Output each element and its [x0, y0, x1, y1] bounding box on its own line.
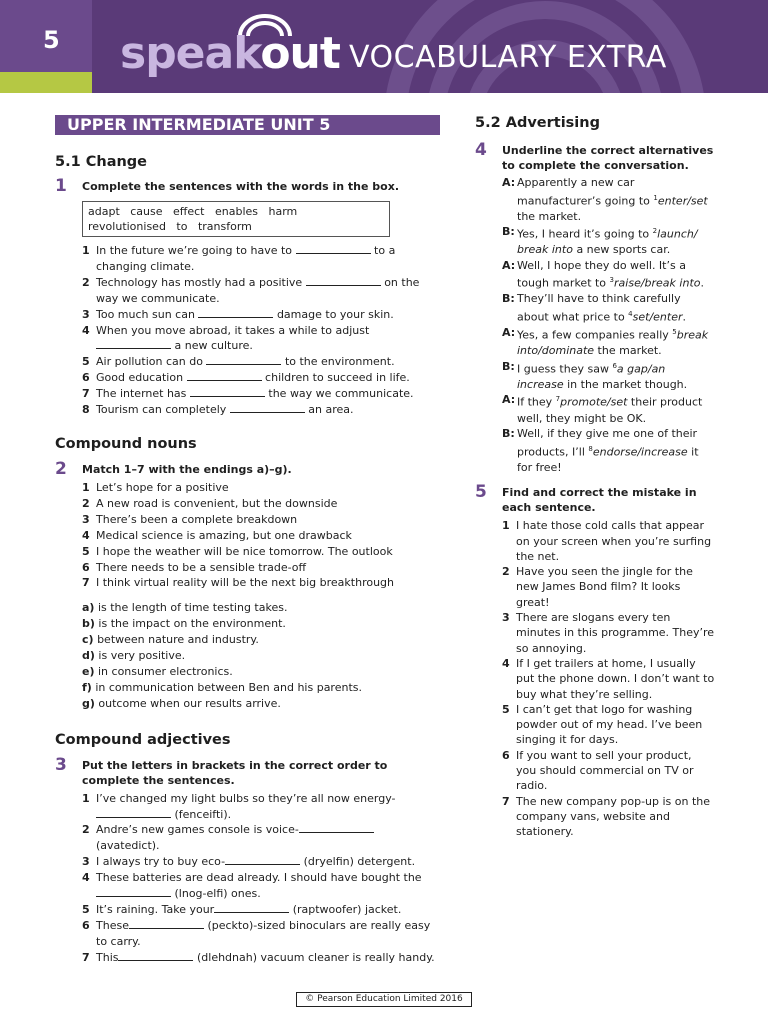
- left-column: [55, 115, 440, 966]
- item-number: 1: [502, 519, 510, 533]
- item-text-after: (avatedict).: [96, 839, 160, 853]
- unit-heading: UPPER INTERMEDIATE UNIT 5: [55, 115, 440, 135]
- answer-blank[interactable]: [96, 338, 171, 349]
- exercise-item: [82, 402, 440, 418]
- conversation-line: [502, 175, 715, 224]
- unit-number: 5: [43, 26, 60, 54]
- line-text-before: Well, if they give me one of their products, I’ll: [517, 427, 698, 459]
- ending-text: is the length of time testing takes.: [97, 601, 288, 615]
- exercise-item: [82, 370, 440, 386]
- speaker-label: B:: [502, 359, 515, 373]
- item-number: 6: [502, 748, 510, 762]
- exercise-item: [82, 870, 440, 902]
- item-text: There’s been a complete breakdown: [96, 512, 298, 526]
- line-text-before: I guess they saw: [517, 362, 613, 376]
- exercise-instruction: Underline the correct alternatives to complete the conversation.: [502, 144, 714, 172]
- item-text-after: (lnog-elfi) ones.: [174, 887, 261, 901]
- item-text: I can’t get that logo for washing powder out of my head. I’ve been singing it for days.: [516, 702, 703, 747]
- gap-number: 5: [672, 328, 677, 337]
- ending-item: [82, 632, 440, 648]
- conversation-line: [502, 291, 715, 325]
- line-text-after: their product well, they might be OK.: [517, 396, 703, 425]
- gap-number: 1: [653, 193, 658, 202]
- answer-blank[interactable]: [187, 370, 262, 381]
- exercise-number: 4: [475, 140, 487, 160]
- ending-item: [82, 696, 440, 712]
- item-number: 1: [82, 244, 90, 257]
- exercise-item: [82, 950, 440, 966]
- exercise-item: [82, 560, 440, 576]
- exercise-number: 2: [55, 458, 67, 479]
- ending-item: [82, 680, 440, 696]
- ending-letter: c): [82, 633, 94, 647]
- item-text-before: I always try to buy eco-: [96, 855, 226, 869]
- item-text-before: These batteries are dead already. I should have bought the: [96, 871, 422, 885]
- answer-blank[interactable]: [225, 854, 300, 865]
- alternatives[interactable]: set/enter: [632, 310, 683, 324]
- exercise-item: [502, 656, 715, 702]
- exercise-item: [82, 386, 440, 402]
- item-text-before: The internet has: [96, 387, 187, 401]
- item-number: 5: [82, 903, 90, 916]
- item-text-after: (dlehdnah) vacuum cleaner is really handy.: [196, 950, 435, 964]
- exercise-item: [502, 702, 715, 748]
- exercise-3: [55, 754, 440, 966]
- page-header: [0, 0, 768, 93]
- item-text-after: an area.: [308, 403, 354, 417]
- line-text-before: If they: [517, 396, 556, 410]
- exercise-item: [82, 496, 440, 512]
- item-text-before: This: [96, 950, 119, 964]
- item-text: Let’s hope for a positive: [96, 480, 229, 494]
- answer-blank[interactable]: [214, 902, 289, 913]
- alternatives[interactable]: promote/set: [560, 396, 628, 410]
- line-text-before: Yes, a few companies really: [517, 328, 673, 342]
- exercise-instruction: Put the letters in brackets in the correct order to complete the sentences.: [82, 758, 388, 787]
- item-number: 2: [82, 275, 90, 289]
- answer-blank[interactable]: [118, 950, 193, 961]
- item-text-before: In the future we’re going to have to: [96, 244, 293, 257]
- speaker-label: A:: [502, 326, 516, 340]
- exercise-1: [55, 176, 440, 418]
- exercise-items: [502, 518, 715, 839]
- item-number: 3: [82, 512, 90, 526]
- item-text-after: a new culture.: [174, 339, 253, 353]
- gap-number: 6: [612, 361, 617, 370]
- line-text-after: in the market though.: [563, 377, 688, 391]
- answer-blank[interactable]: [306, 275, 381, 286]
- logo-out: out: [260, 28, 340, 79]
- item-text-before: Air pollution can do: [96, 355, 203, 369]
- exercise-item: [82, 544, 440, 560]
- item-number: 2: [82, 823, 90, 837]
- exercise-endings: [82, 600, 440, 711]
- item-text-after: to the environment.: [284, 355, 395, 369]
- line-text-after: .: [700, 276, 704, 290]
- ending-item: [82, 600, 440, 616]
- exercise-items: [82, 791, 440, 966]
- ending-letter: e): [82, 664, 95, 678]
- answer-blank[interactable]: [96, 886, 171, 897]
- item-text-after: on the way we communicate.: [96, 275, 420, 305]
- conversation-line: [502, 392, 715, 426]
- item-number: 8: [82, 403, 90, 417]
- line-text-before: Yes, I heard it’s going to: [517, 227, 653, 241]
- gap-number: 8: [588, 444, 593, 453]
- ending-letter: b): [82, 617, 95, 631]
- section-5-1-title: 5.1 Change: [55, 154, 148, 170]
- exercise-items: [82, 480, 440, 591]
- exercise-item: [82, 354, 440, 370]
- gap-number: 2: [652, 227, 658, 236]
- item-number: 5: [82, 355, 90, 369]
- item-text: Medical science is amazing, but one drawback: [96, 528, 352, 542]
- line-text-after: the market.: [517, 209, 582, 223]
- line-text-before: Well, I hope they do well. It’s a tough market to: [517, 258, 686, 290]
- line-text-after: the market.: [594, 344, 662, 358]
- ending-item: [82, 648, 440, 664]
- item-text-before: Andre’s new games console is voice-: [96, 823, 299, 837]
- exercise-item: [502, 794, 715, 840]
- accent-strip: [0, 72, 92, 93]
- item-text-before: When you move abroad, it takes a while to adjust: [96, 323, 370, 337]
- exercise-item: [502, 748, 715, 794]
- speaker-label: B:: [502, 225, 515, 239]
- exercise-item: [82, 480, 440, 496]
- item-number: 7: [82, 387, 90, 401]
- item-text-before: These: [96, 918, 129, 932]
- item-text-after: (dryelfin) detergent.: [303, 855, 416, 869]
- item-text-before: Good education: [96, 371, 184, 385]
- item-number: 2: [502, 565, 510, 579]
- line-text-before: They’ll have to think carefully about what price to: [517, 292, 681, 324]
- line-text-after: .: [682, 310, 687, 324]
- ending-letter: d): [82, 649, 95, 663]
- ending-letter: f): [82, 680, 92, 694]
- ending-text: is very positive.: [98, 649, 186, 663]
- exercise-instruction: Match 1–7 with the endings a)–g).: [82, 462, 292, 476]
- item-number: 1: [82, 480, 90, 494]
- item-text: There needs to be a sensible trade-off: [96, 560, 307, 574]
- gap-number: 4: [628, 309, 633, 318]
- item-number: 7: [502, 794, 510, 808]
- conversation-line: [502, 258, 715, 292]
- exercise-item: [82, 902, 440, 918]
- item-text-after: (fenceifti).: [174, 807, 232, 821]
- item-text: I hope the weather will be nice tomorrow. The outlook: [96, 544, 393, 558]
- item-number: 4: [502, 656, 510, 670]
- item-text-before: I’ve changed my light bulbs so they’re all now energy-: [96, 791, 396, 805]
- line-text-after: a new sports car.: [572, 243, 671, 257]
- speaker-label: B:: [502, 292, 515, 306]
- item-text: The new company pop-up is on the company vans, website and stationery.: [516, 794, 711, 839]
- word-box: adapt cause effect enables harm revolutionised to transform: [82, 201, 390, 237]
- item-number: 1: [82, 791, 90, 805]
- item-text-after: children to succeed in life.: [265, 371, 410, 385]
- exercise-item: [502, 564, 715, 610]
- item-text-before: Tourism can completely: [96, 403, 227, 417]
- ending-text: is the impact on the environment.: [98, 617, 286, 631]
- item-number: 3: [82, 855, 90, 869]
- ending-item: [82, 664, 440, 680]
- ending-text: in consumer electronics.: [98, 664, 233, 678]
- conversation-line: [502, 224, 715, 258]
- item-text: A new road is convenient, but the downside: [96, 496, 338, 510]
- item-number: 2: [82, 496, 90, 510]
- exercise-item: [82, 791, 440, 823]
- item-text-after: (raptwoofer) jacket.: [292, 903, 402, 916]
- answer-blank[interactable]: [230, 402, 305, 413]
- item-number: 6: [82, 918, 90, 932]
- alternatives[interactable]: endorse/increase: [592, 445, 688, 459]
- exercise-number: 5: [475, 482, 487, 503]
- speakout-logo: [120, 28, 340, 79]
- exercise-item: [502, 610, 715, 656]
- item-number: 3: [82, 307, 90, 321]
- alternatives[interactable]: launch/ break into: [517, 227, 698, 257]
- item-number: 4: [82, 871, 90, 885]
- alternatives[interactable]: a gap/an increase: [517, 362, 666, 391]
- item-text-after: (peckto)-sized binoculars are really easy to carry.: [96, 918, 431, 948]
- ending-letter: a): [82, 601, 95, 615]
- answer-blank[interactable]: [190, 386, 265, 397]
- right-column: [475, 115, 715, 839]
- conversation-line: [502, 359, 715, 393]
- item-number: 6: [82, 560, 90, 574]
- exercise-item: [82, 822, 440, 854]
- speaker-label: A:: [502, 393, 516, 407]
- conversation-line: [502, 426, 715, 475]
- item-text-before: It’s raining. Take your: [96, 903, 215, 916]
- item-text: Have you seen the jingle for the new James Bond film? It looks great!: [516, 565, 693, 609]
- ending-text: between nature and industry.: [97, 633, 259, 647]
- answer-blank[interactable]: [96, 807, 171, 818]
- exercise-item: [82, 243, 440, 275]
- answer-blank[interactable]: [129, 918, 204, 929]
- exercise-2: [55, 458, 440, 712]
- copyright-footer: © Pearson Education Limited 2016: [296, 992, 472, 1007]
- conversation: [502, 175, 715, 475]
- item-number: 5: [82, 544, 90, 558]
- compound-nouns-title: Compound nouns: [55, 435, 197, 452]
- exercise-item: [82, 512, 440, 528]
- exercise-instruction: Complete the sentences with the words in the box.: [82, 180, 400, 193]
- item-text-before: Technology has mostly had a positive: [96, 275, 303, 289]
- answer-blank[interactable]: [206, 354, 281, 365]
- ending-text: in communication between Ben and his parents.: [95, 680, 362, 694]
- page-title: VOCABULARY EXTRA: [349, 40, 667, 75]
- item-number: 3: [502, 611, 510, 625]
- speaker-label: A:: [502, 258, 516, 272]
- answer-blank[interactable]: [198, 307, 273, 318]
- logo-speak: speak: [120, 28, 261, 79]
- item-text: If you want to sell your product, you should commercial on TV or radio.: [516, 748, 694, 793]
- item-text: I hate those cold calls that appear on your screen when you’re surfing the net.: [516, 519, 712, 563]
- item-text: If I get trailers at home, I usually put the phone down. I don’t want to buy what they’re selling.: [516, 656, 715, 701]
- exercise-instruction: Find and correct the mistake in each sentence.: [502, 486, 697, 515]
- ending-letter: g): [82, 696, 95, 710]
- item-text: There are slogans every ten minutes in this programme. They’re so annoying.: [516, 611, 715, 655]
- exercise-item: [82, 307, 440, 323]
- exercise-item: [82, 528, 440, 544]
- exercise-items: [82, 243, 440, 418]
- speaker-label: A:: [502, 176, 516, 189]
- exercise-item: [82, 854, 440, 870]
- exercise-5: [475, 482, 715, 839]
- item-number: 4: [82, 528, 90, 542]
- exercise-number: 3: [55, 754, 67, 775]
- item-number: 7: [82, 950, 90, 964]
- item-number: 6: [82, 371, 90, 385]
- item-number: 4: [82, 323, 90, 337]
- exercise-item: [82, 275, 440, 307]
- alternatives[interactable]: enter/set: [657, 194, 708, 208]
- ending-text: outcome when our results arrive.: [98, 696, 281, 710]
- exercise-item: [82, 918, 440, 950]
- answer-blank[interactable]: [296, 243, 371, 254]
- conversation-line: [502, 325, 715, 359]
- item-text-after: damage to your skin.: [276, 307, 394, 321]
- item-text-before: Too much sun can: [96, 307, 195, 321]
- gap-number: 3: [609, 276, 615, 285]
- line-text-before: Apparently a new car manufacturer’s going to: [517, 176, 654, 208]
- item-text: I think virtual reality will be the next big breakthrough: [96, 576, 395, 590]
- item-text-after: the way we communicate.: [268, 387, 414, 401]
- exercise-number: 1: [55, 176, 67, 196]
- gap-number: 7: [555, 395, 561, 404]
- exercise-4: [475, 140, 715, 475]
- exercise-item: [82, 575, 440, 591]
- item-text-after: to a changing climate.: [96, 244, 396, 273]
- exercise-item: [82, 323, 440, 355]
- item-number: 5: [502, 702, 510, 716]
- compound-adjectives-title: Compound adjectives: [55, 731, 231, 748]
- ending-item: [82, 616, 440, 632]
- speaker-label: B:: [502, 427, 515, 441]
- alternatives[interactable]: break into/dominate: [517, 328, 709, 358]
- line-text-after: it for free!: [517, 445, 699, 474]
- answer-blank[interactable]: [299, 822, 374, 833]
- exercise-item: [502, 518, 715, 564]
- item-number: 7: [82, 576, 90, 590]
- section-5-2-title: 5.2 Advertising: [475, 115, 600, 131]
- alternatives[interactable]: raise/break into: [614, 276, 701, 290]
